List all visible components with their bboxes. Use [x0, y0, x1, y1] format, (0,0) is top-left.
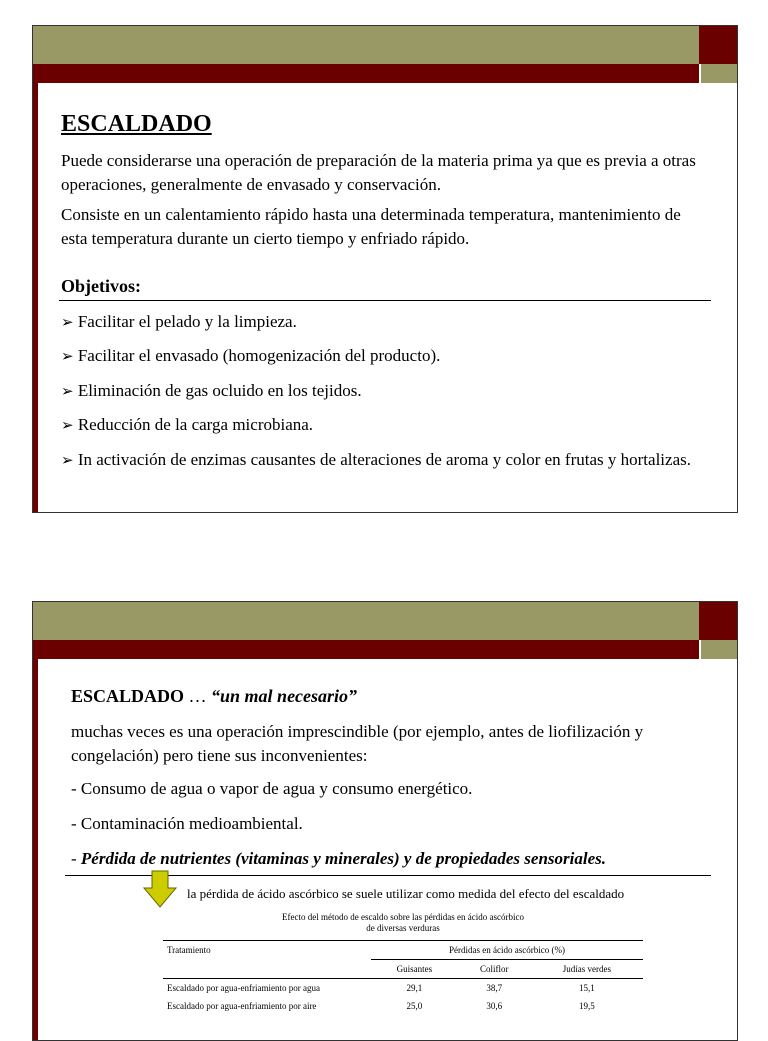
cell: 25,0: [406, 1001, 423, 1011]
header-stripe: [33, 64, 699, 83]
data-table: [163, 940, 643, 1015]
header-group: Pérdidas en ácido ascórbico (%): [371, 941, 643, 960]
header-treatment: Tratamiento: [167, 945, 211, 955]
intro-paragraph: muchas veces es una operación imprescindible (por ejemplo, antes de liofilización y congelación) pero tiene sus inconvenientes:: [71, 722, 644, 765]
title-quote: “un mal necesario”: [211, 686, 358, 706]
drawback-item-highlight: [71, 847, 711, 871]
header-corner-block: [699, 26, 738, 64]
cell: 30,6: [486, 1001, 503, 1011]
header-subcol: Coliflor: [480, 964, 509, 974]
objective-text: In activación de enzimas causantes de alteraciones de aroma y color en frutas y hortalizas.: [77, 450, 691, 469]
cell: 38,7: [486, 983, 503, 993]
header-bar: [33, 602, 699, 640]
bullet-arrow-icon: ➢: [61, 453, 74, 469]
slide-title: ESCALDADO: [61, 111, 212, 137]
header-bar: [33, 26, 699, 64]
header-corner-accent: [699, 640, 738, 659]
bullet-arrow-icon: ➢: [61, 384, 74, 400]
slide-title: [71, 684, 357, 708]
objective-item: [61, 310, 711, 335]
objective-item: [61, 448, 711, 473]
table-title: [163, 912, 643, 934]
bullet-arrow-icon: ➢: [61, 315, 74, 331]
header-stripe: [33, 640, 699, 659]
ascorbic-table: [163, 912, 643, 1015]
dash: -: [71, 849, 81, 868]
objective-text: Facilitar el envasado (homogenización del producto).: [77, 346, 441, 365]
table-title-line: de diversas verduras: [366, 923, 440, 933]
definition-paragraph: Consiste en un calentamiento rápido hasta una determinada temperatura, mantenimiento de esta temperatura durante un cierto tiempo y enfriado rápido.: [61, 205, 681, 248]
note-text: la pérdida de ácido ascórbico se suele utilizar como medida del efecto del escaldado: [187, 886, 625, 901]
slide-1: [32, 25, 738, 513]
header-corner-block: [699, 602, 738, 640]
header-corner-accent: [699, 64, 738, 83]
highlight-text: Pérdida de nutrientes (vitaminas y minerales) y de propiedades sensoriales.: [80, 849, 607, 868]
table-title-line: Efecto del método de escaldo sobre las pérdidas en ácido ascórbico: [282, 912, 524, 922]
title-ellipsis: …: [188, 686, 207, 706]
row-label: Escaldado por agua-enfriamiento por aire: [167, 1001, 317, 1011]
objective-text: Reducción de la carga microbiana.: [77, 415, 314, 434]
header-subcol: Judías verdes: [562, 964, 611, 974]
bullet-arrow-icon: ➢: [61, 349, 74, 365]
slide-2: [32, 601, 738, 1041]
table-row: [163, 997, 643, 1015]
intro-paragraph: Puede considerarse una operación de preparación de la materia prima ya que es previa a otras operaciones, generalmente de envasado y conservación.: [61, 151, 696, 194]
title-main: ESCALDADO: [71, 686, 185, 706]
cell: 19,5: [578, 1001, 595, 1011]
table-row: [163, 979, 643, 998]
objectives-divider: [59, 300, 711, 301]
objective-text: Facilitar el pelado y la limpieza.: [77, 312, 297, 331]
cell: 15,1: [578, 983, 595, 993]
down-arrow-icon: [143, 870, 177, 908]
objectives-heading: Objetivos:: [61, 276, 141, 296]
drawback-item: - Contaminación medioambiental.: [71, 814, 303, 833]
objective-item: [61, 344, 711, 369]
objective-text: Eliminación de gas ocluido en los tejidos.: [77, 381, 362, 400]
cell: 29,1: [406, 983, 423, 993]
bullet-arrow-icon: ➢: [61, 418, 74, 434]
header-subcol: Guisantes: [396, 964, 433, 974]
left-accent-bar: [33, 83, 38, 512]
left-accent-bar: [33, 659, 38, 1040]
objective-item: [61, 413, 711, 438]
drawback-item: - Consumo de agua o vapor de agua y consumo energético.: [71, 779, 473, 798]
row-label: Escaldado por agua-enfriamiento por agua: [167, 983, 320, 993]
objective-item: [61, 379, 711, 404]
